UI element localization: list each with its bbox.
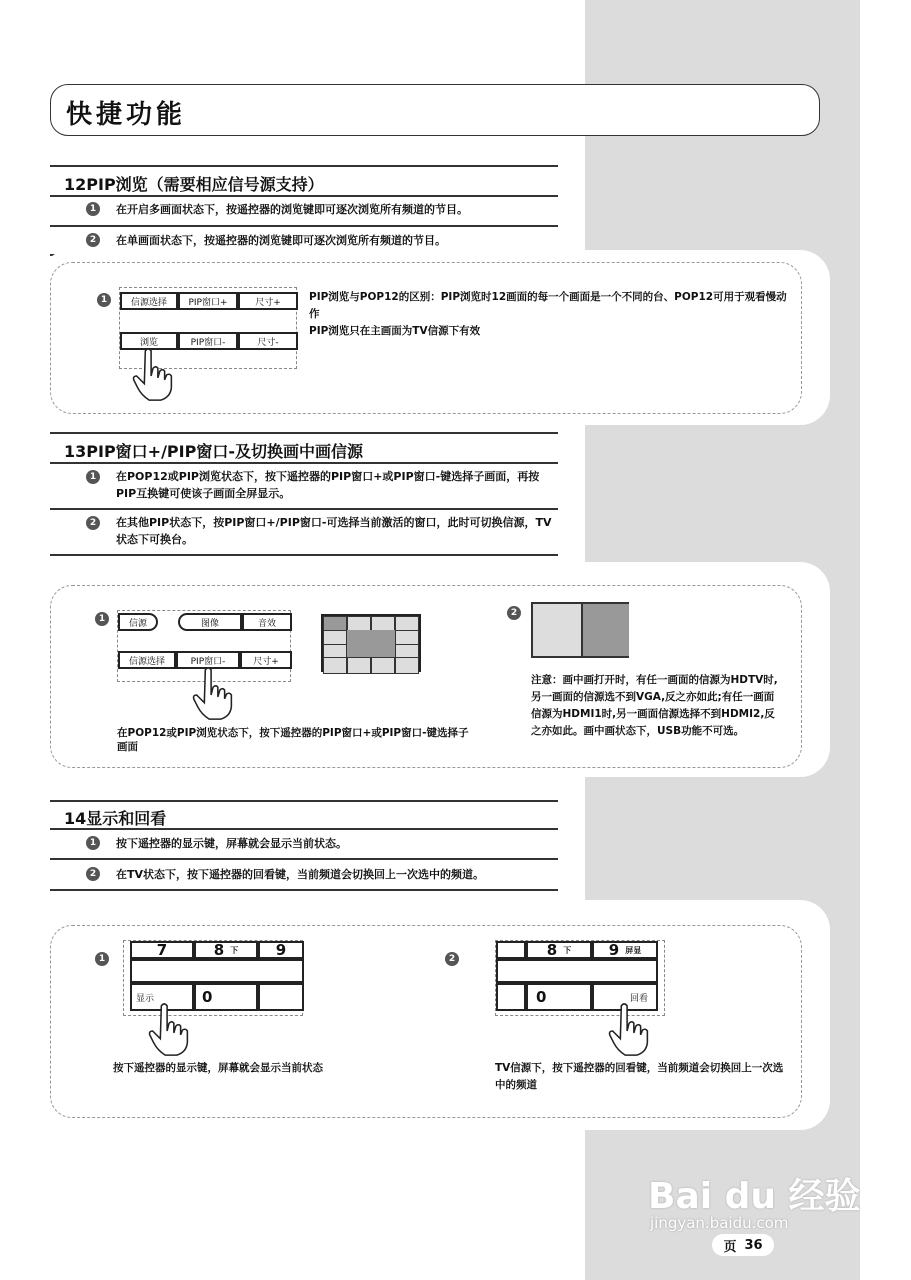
- marker-2: 2: [86, 867, 100, 881]
- section-12-heading: 12PIP浏览（需要相应信号源支持）: [64, 175, 324, 194]
- key-blank: [496, 941, 526, 959]
- key-9: [592, 941, 658, 959]
- key-size-plus: 尺寸+: [238, 292, 298, 310]
- key-blank: [496, 983, 526, 1011]
- key-label: 9: [608, 941, 620, 959]
- key-pip-minus: PIP窗口-: [178, 332, 238, 350]
- divider: [50, 195, 558, 197]
- s13-note: 注意：画中画打开时，有任一画面的信源为HDTV时,另一画面的信源选不到VGA,反之亦如此;有任一画面信源为HDMI1时,另一画面信源选择不到HDMI2,反之亦如此。画中画状态下，USB功能不可选。: [531, 674, 778, 737]
- key-7: 7: [130, 941, 194, 959]
- marker-2: 2: [86, 233, 100, 247]
- key-blank: [258, 983, 304, 1011]
- s13-item-1: 在POP12或PIP浏览状态下，按下遥控器的PIP窗口+或PIP窗口-键选择子画面，再按PIP互换键可使该子画面全屏显示。: [116, 470, 540, 500]
- divider: [50, 225, 558, 227]
- page-label: 页: [723, 1239, 737, 1255]
- divider: [50, 165, 558, 167]
- key-recall: 回看: [592, 983, 658, 1011]
- divider: [50, 889, 558, 891]
- key-9: 9: [258, 941, 304, 959]
- divider: [50, 858, 558, 860]
- key-size-plus: 尺寸+: [240, 651, 292, 669]
- key-sub-label: 下: [563, 945, 572, 955]
- key-8: [194, 941, 258, 959]
- watermark-logo: Bai du 经验: [648, 1176, 861, 1217]
- s14-item-2: 在TV状态下，按下遥控器的回看键，当前频道会切换回上一次选中的频道。: [116, 868, 485, 881]
- hand-pointer-icon: [607, 1002, 653, 1058]
- s12-panel: [50, 262, 802, 414]
- key-row-blank: [130, 959, 304, 983]
- marker-1: 1: [86, 470, 100, 484]
- marker-2: 2: [86, 516, 100, 530]
- s14-item-1: 按下遥控器的显示键，屏幕就会显示当前状态。: [116, 837, 347, 850]
- pip-grid-diagram: [321, 614, 421, 672]
- s14-panel: [50, 925, 802, 1118]
- key-sound: 音效: [242, 613, 292, 631]
- divider: [50, 508, 558, 510]
- hand-pointer-icon: [131, 347, 177, 403]
- key-sub-label: 下: [230, 945, 239, 955]
- key-sub-label: 屏显: [625, 945, 642, 955]
- key-picture: 图像: [178, 613, 242, 631]
- key-display: 显示: [130, 983, 194, 1011]
- key-row-blank: [496, 959, 658, 983]
- divider: [50, 554, 558, 556]
- pip-split-diagram: [531, 602, 629, 658]
- s12-item-1: 在开启多画面状态下，按遥控器的浏览键即可逐次浏览所有频道的节目。: [116, 203, 468, 216]
- key-8: [526, 941, 592, 959]
- s13-item-2: 在其他PIP状态下，按PIP窗口+/PIP窗口-可选择当前激活的窗口，此时可切换信源，TV状态下可换台。: [116, 516, 552, 546]
- key-pip-plus: PIP窗口+: [178, 292, 238, 310]
- hand-pointer-icon: [191, 666, 237, 722]
- marker-1: 1: [95, 952, 109, 966]
- s12-note-1: PIP浏览与POP12的区别：PIP浏览时12画面的每一个画面是一个不同的台、POP12可用于观看慢动作: [309, 291, 787, 320]
- marker-1: 1: [95, 612, 109, 626]
- key-label: 8: [213, 941, 225, 959]
- s14-caption-1: 按下遥控器的显示键，屏幕就会显示当前状态: [113, 1062, 323, 1074]
- key-0: 0: [194, 983, 258, 1011]
- page-title: 快捷功能: [66, 100, 187, 130]
- key-source-select: 信源选择: [118, 651, 176, 669]
- s13-caption: 在POP12或PIP浏览状态下，按下遥控器的PIP窗口+或PIP窗口-键选择子画面: [117, 727, 469, 753]
- key-pip-minus: PIP窗口-: [176, 651, 240, 669]
- section-13-heading: 13PIP窗口+/PIP窗口-及切换画中画信源: [64, 442, 363, 461]
- page-number: [712, 1234, 774, 1256]
- divider: [50, 828, 558, 830]
- key-label: 8: [546, 941, 558, 959]
- s14-caption-2: TV信源下，按下遥控器的回看键，当前频道会切换回上一次选中的频道: [495, 1062, 784, 1091]
- watermark-url: jingyan.baidu.com: [650, 1214, 789, 1232]
- divider: [50, 432, 558, 434]
- key-source: 信源选择: [120, 292, 178, 310]
- s12-item-2: 在单画面状态下，按遥控器的浏览键即可逐次浏览所有频道的节目。: [116, 234, 446, 247]
- section-14-heading: 14显示和回看: [64, 809, 167, 828]
- marker-2: 2: [445, 952, 459, 966]
- page-number-value: 36: [744, 1237, 763, 1253]
- key-size-minus: 尺寸-: [238, 332, 298, 350]
- key-0: 0: [526, 983, 592, 1011]
- marker-1: 1: [86, 202, 100, 216]
- marker-1: 1: [86, 836, 100, 850]
- key-browse: 浏览: [120, 332, 178, 350]
- hand-pointer-icon: [147, 1002, 193, 1058]
- divider: [50, 462, 558, 464]
- marker-2: 2: [507, 606, 521, 620]
- s13-panel: [50, 585, 802, 768]
- divider: [50, 800, 558, 802]
- s12-note-2: PIP浏览只在主画面为TV信源下有效: [309, 325, 481, 337]
- marker-1: 1: [97, 293, 111, 307]
- key-source: 信源: [118, 613, 158, 631]
